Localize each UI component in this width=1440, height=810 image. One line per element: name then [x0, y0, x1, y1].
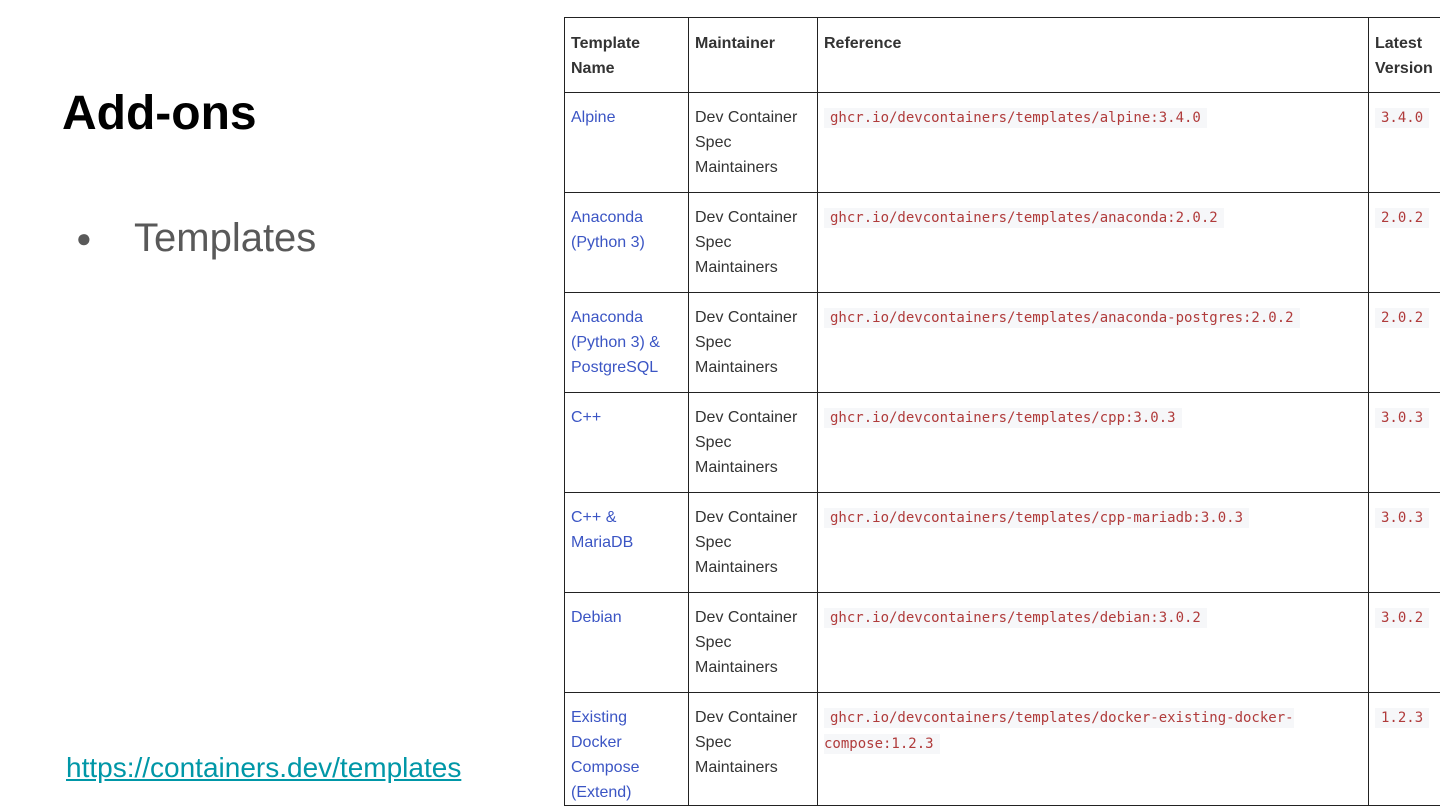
template-name-link[interactable]: Anaconda (Python 3) & PostgreSQL	[565, 293, 689, 393]
maintainer-cell: Dev Container Spec Maintainers	[689, 393, 818, 493]
reference-cell	[818, 93, 1369, 193]
version-cell	[1369, 593, 1440, 693]
version-cell	[1369, 293, 1440, 393]
version-cell	[1369, 93, 1440, 193]
version-cell	[1369, 493, 1440, 593]
table-row	[565, 593, 1440, 693]
version-code: 2.0.2	[1375, 308, 1429, 328]
table-row	[565, 293, 1440, 393]
table-row	[565, 393, 1440, 493]
slide-title: Add-ons	[62, 87, 257, 140]
table-row	[565, 693, 1440, 806]
table-header-row	[565, 18, 1440, 93]
templates-table	[564, 17, 1440, 806]
template-name-link[interactable]: Alpine	[565, 93, 689, 193]
reference-code: ghcr.io/devcontainers/templates/cpp:3.0.3	[824, 408, 1182, 428]
header-latest-version: Latest Version	[1369, 18, 1440, 93]
reference-cell	[818, 493, 1369, 593]
maintainer-cell: Dev Container Spec Maintainers	[689, 193, 818, 293]
reference-code: ghcr.io/devcontainers/templates/docker-existing-docker-compose:1.2.3	[824, 710, 1294, 752]
templates-link[interactable]: https://containers.dev/templates	[66, 752, 462, 783]
maintainer-cell: Dev Container Spec Maintainers	[689, 493, 818, 593]
header-template-name: Template Name	[565, 18, 689, 93]
reference-cell	[818, 393, 1369, 493]
bullet-list	[76, 212, 316, 264]
maintainer-cell: Dev Container Spec Maintainers	[689, 293, 818, 393]
header-maintainer: Maintainer	[689, 18, 818, 93]
reference-cell	[818, 293, 1369, 393]
bullet-item	[76, 212, 316, 264]
template-name-link[interactable]: C++	[565, 393, 689, 493]
bullet-text: Templates	[134, 216, 317, 260]
reference-cell	[818, 693, 1369, 806]
template-name-link[interactable]: Anaconda (Python 3)	[565, 193, 689, 293]
maintainer-cell: Dev Container Spec Maintainers	[689, 693, 818, 806]
version-cell	[1369, 193, 1440, 293]
version-code: 1.2.3	[1375, 708, 1429, 728]
version-code: 3.4.0	[1375, 108, 1429, 128]
bullet-dot-icon: ●	[76, 223, 92, 253]
template-name-link[interactable]: Existing Docker Compose (Extend)	[565, 693, 689, 806]
version-cell	[1369, 393, 1440, 493]
table-row	[565, 193, 1440, 293]
table-row	[565, 493, 1440, 593]
version-code: 3.0.3	[1375, 508, 1429, 528]
maintainer-cell: Dev Container Spec Maintainers	[689, 593, 818, 693]
version-cell	[1369, 693, 1440, 806]
version-code: 2.0.2	[1375, 208, 1429, 228]
reference-cell	[818, 593, 1369, 693]
header-reference: Reference	[818, 18, 1369, 93]
reference-code: ghcr.io/devcontainers/templates/debian:3.0.2	[824, 608, 1207, 628]
templates-table-viewport	[564, 17, 1440, 810]
reference-code: ghcr.io/devcontainers/templates/anaconda-postgres:2.0.2	[824, 308, 1300, 328]
version-code: 3.0.3	[1375, 408, 1429, 428]
version-code: 3.0.2	[1375, 608, 1429, 628]
table-row	[565, 93, 1440, 193]
reference-code: ghcr.io/devcontainers/templates/anaconda:2.0.2	[824, 208, 1224, 228]
reference-cell	[818, 193, 1369, 293]
template-name-link[interactable]: Debian	[565, 593, 689, 693]
template-name-link[interactable]: C++ & MariaDB	[565, 493, 689, 593]
reference-code: ghcr.io/devcontainers/templates/alpine:3.4.0	[824, 108, 1207, 128]
maintainer-cell: Dev Container Spec Maintainers	[689, 93, 818, 193]
reference-code: ghcr.io/devcontainers/templates/cpp-mariadb:3.0.3	[824, 508, 1249, 528]
